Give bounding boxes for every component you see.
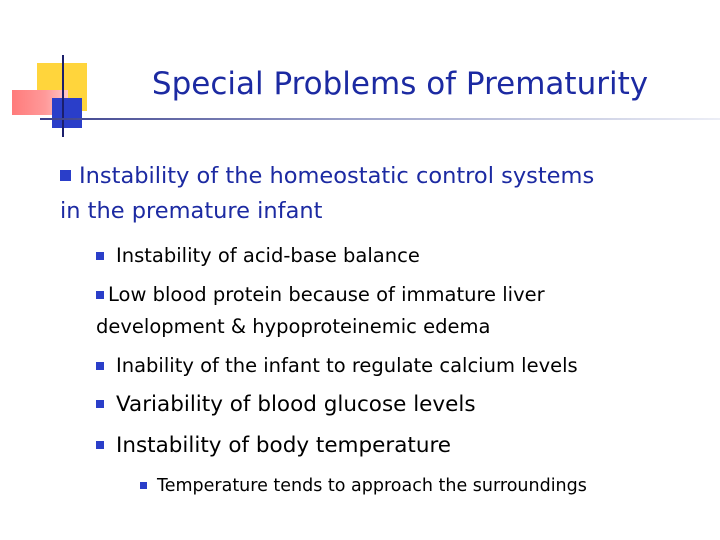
bullet-text-line1: Low blood protein because of immature liver xyxy=(108,283,545,306)
bullet-text-line1: Instability of the homeostatic control systems xyxy=(79,163,595,189)
bullet-text: Instability of body temperature xyxy=(116,433,452,458)
bullet-level1 xyxy=(60,159,594,229)
decor-vertical-line xyxy=(62,55,64,137)
bullet-text: Inability of the infant to regulate calcium levels xyxy=(116,354,578,377)
bullet-text: Temperature tends to approach the surroundings xyxy=(157,476,587,496)
bullet-text: Variability of blood glucose levels xyxy=(116,392,476,417)
bullet-level3 xyxy=(140,476,587,496)
square-bullet-icon xyxy=(96,441,104,449)
square-bullet-icon xyxy=(96,291,104,299)
title-divider-line xyxy=(40,118,720,120)
bullet-level2 xyxy=(96,350,578,382)
square-bullet-icon xyxy=(96,362,104,370)
bullet-level2 xyxy=(96,433,451,458)
bullet-level2 xyxy=(96,392,476,417)
bullet-text-line2: in the premature infant xyxy=(60,198,323,224)
square-bullet-icon xyxy=(96,400,104,408)
square-bullet-icon xyxy=(140,482,147,489)
slide-title: Special Problems of Prematurity xyxy=(151,66,649,102)
bullet-text: Instability of acid-base balance xyxy=(116,244,420,267)
bullet-text-line2: development & hypoproteinemic edema xyxy=(96,315,491,338)
decor-blue-square xyxy=(52,98,82,128)
bullet-level2 xyxy=(96,240,420,272)
square-bullet-icon xyxy=(96,252,104,260)
bullet-level2 xyxy=(96,279,545,343)
square-bullet-icon xyxy=(60,170,71,181)
